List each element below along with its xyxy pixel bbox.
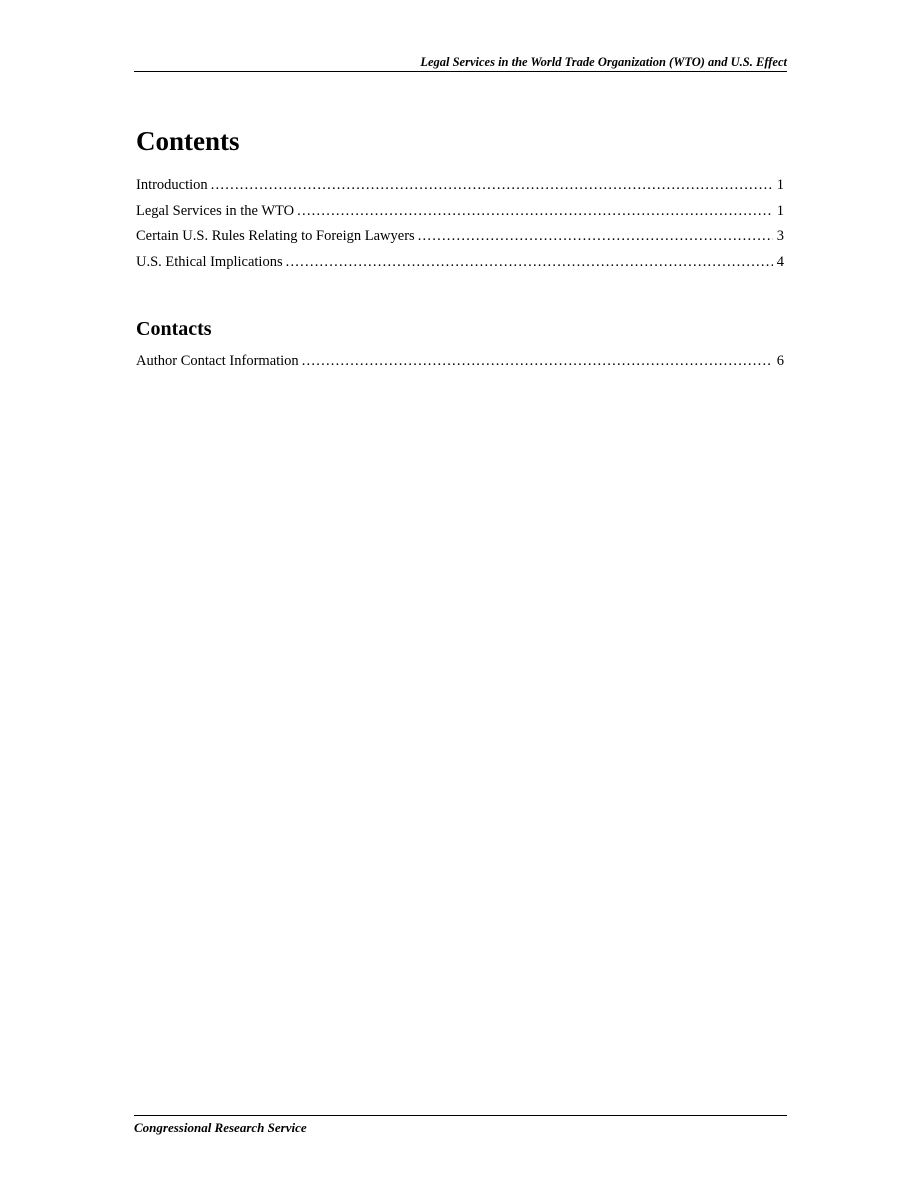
footer-label: Congressional Research Service bbox=[134, 1120, 307, 1135]
dot-leader bbox=[286, 253, 773, 271]
toc-entry-title: U.S. Ethical Implications bbox=[136, 253, 283, 270]
contents-section bbox=[136, 124, 784, 278]
running-header-title: Legal Services in the World Trade Organization (WTO) and U.S. Effect bbox=[420, 55, 787, 69]
toc-entry-us-ethical-implications[interactable] bbox=[136, 253, 784, 279]
toc-entry-title: Introduction bbox=[136, 177, 208, 193]
toc-entry-page-number: 1 bbox=[776, 202, 784, 219]
toc-entry-page-number: 6 bbox=[776, 353, 784, 369]
toc-entry-page-number: 3 bbox=[776, 228, 784, 244]
dot-leader bbox=[302, 352, 773, 370]
contacts-toc-list bbox=[136, 352, 784, 378]
toc-entry-title: Author Contact Information bbox=[136, 353, 299, 369]
toc-entry-page-number: 4 bbox=[776, 253, 784, 270]
dot-leader bbox=[211, 176, 773, 194]
toc-entry-us-rules-foreign-lawyers[interactable] bbox=[136, 227, 784, 253]
toc-entry-legal-services-in-the-wto[interactable] bbox=[136, 202, 784, 228]
dot-leader bbox=[418, 227, 773, 245]
toc-entry-page-number: 1 bbox=[776, 177, 784, 193]
dot-leader bbox=[297, 202, 773, 220]
toc-entry-title: Certain U.S. Rules Relating to Foreign Lawyers bbox=[136, 228, 415, 244]
toc-entry-introduction[interactable] bbox=[136, 176, 784, 202]
contents-toc-list bbox=[136, 176, 784, 278]
page-footer bbox=[134, 1115, 787, 1136]
running-header bbox=[134, 54, 787, 72]
toc-entry-title: Legal Services in the WTO bbox=[136, 202, 295, 219]
contacts-heading: Contacts bbox=[136, 318, 212, 340]
toc-entry-author-contact-information[interactable] bbox=[136, 352, 784, 378]
contents-heading: Contents bbox=[136, 126, 240, 156]
contacts-section bbox=[136, 316, 784, 378]
